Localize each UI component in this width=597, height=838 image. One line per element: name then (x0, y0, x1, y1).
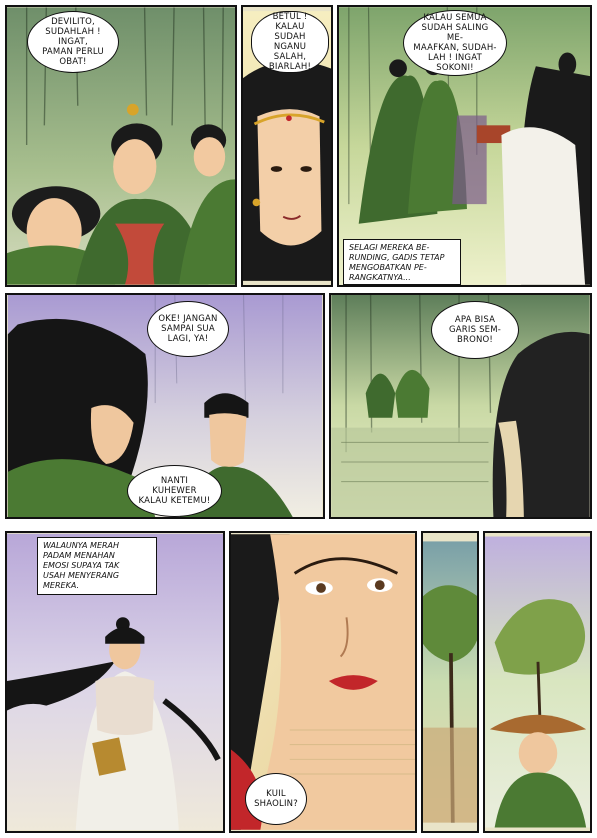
panel-7 (229, 531, 417, 833)
panel-2 (241, 5, 333, 287)
speech-bubble: DEVILITO, SUDAHLAH ! INGAT, PAMAN PERLU OBAT! (27, 11, 119, 73)
panel-3 (337, 5, 592, 287)
speech-bubble: BETUL ! KALAU SUDAH NGANU SALAH, BIARLAH! (251, 11, 329, 73)
panel-5 (329, 293, 592, 519)
narration-caption: WALAUNYA MERAH PADAM MENAHAN EMOSI SUPAYA TAK USAH MENYERANG MEREKA. (37, 537, 157, 595)
speech-bubble: KUIL SHAOLIN? (245, 773, 307, 825)
speech-bubble: APA BISA GARIS SEM- BRONO! (431, 301, 519, 359)
panel-8-art (423, 533, 477, 831)
panel-6 (5, 531, 225, 833)
speech-bubble: NANTI KUHEWER KALAU KETEMU! (127, 465, 222, 517)
speech-bubble: OKE! JANGAN SAMPAI SUA LAGI, YA! (147, 301, 229, 357)
panel-1 (5, 5, 237, 287)
panel-9-art (485, 533, 590, 831)
panel-9 (483, 531, 592, 833)
panel-8 (421, 531, 479, 833)
speech-bubble: KALAU SEMUA SUDAH SALING ME- MAAFKAN, SUDAH- LAH ! INGAT SOKONI! (403, 10, 507, 76)
narration-caption: SELAGI MEREKA BE- RUNDING, GADIS TETAP MENGOBATKAN PE- RANGKATNYA... (343, 239, 461, 285)
panel-4 (5, 293, 325, 519)
